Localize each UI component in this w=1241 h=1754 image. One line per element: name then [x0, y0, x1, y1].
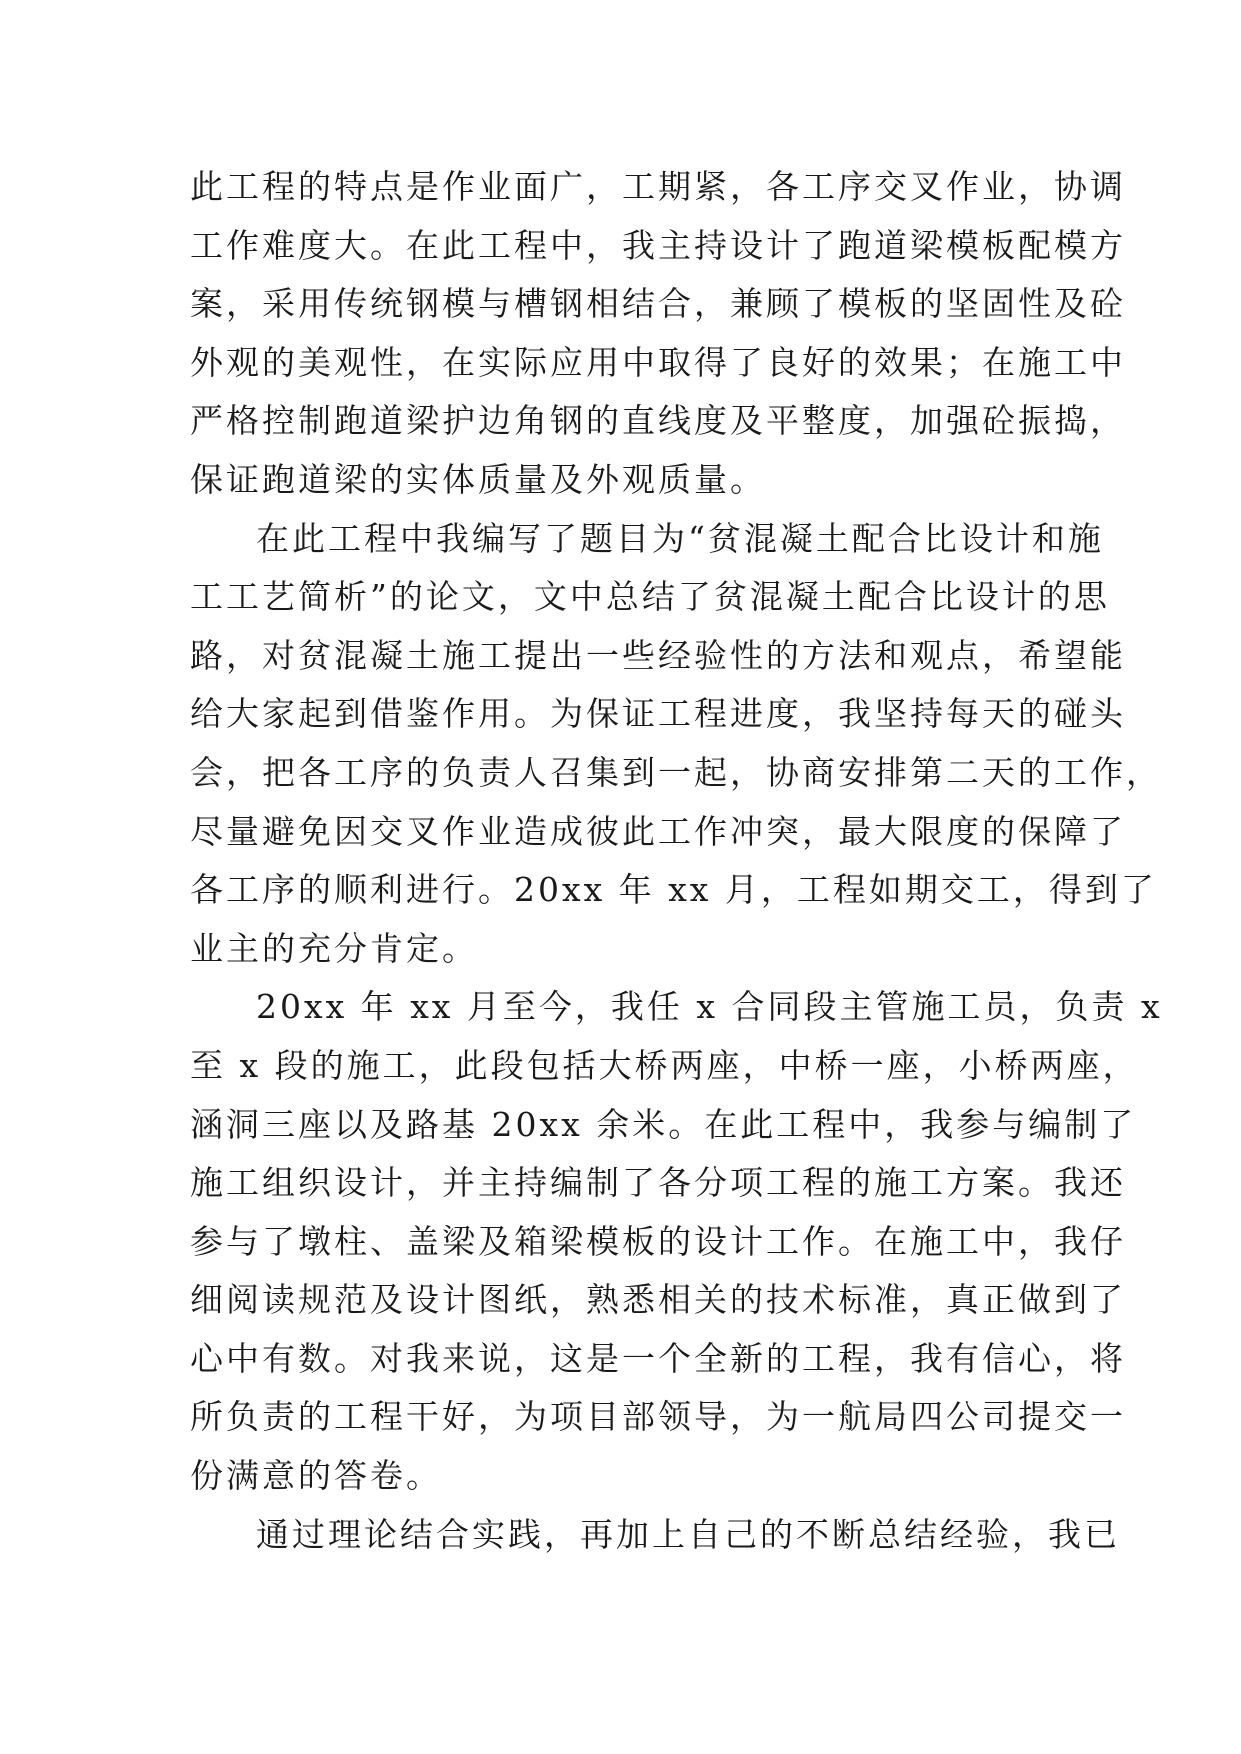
text-line: 尽量避免因交叉作业造成彼此工作冲突，最大限度的保障了	[190, 811, 1126, 851]
text-line: 外观的美观性，在实际应用中取得了良好的效果；在施工中	[190, 342, 1126, 382]
text-line: 涵洞三座以及路基 20xx 余米。在此工程中，我参与编制了	[190, 1104, 1137, 1144]
text-line: 工工艺简析”的论文，文中总结了贫混凝土配合比设计的思	[190, 577, 1110, 617]
text-line: 细阅读规范及设计图纸，熟悉相关的技术标准，真正做到了	[190, 1280, 1126, 1320]
text-line: 给大家起到借鉴作用。为保证工程进度，我坚持每天的碰头	[190, 694, 1126, 734]
text-line: 严格控制跑道梁护边角钢的直线度及平整度，加强砼振捣，	[190, 401, 1126, 441]
text-line: 各工序的顺利进行。20xx 年 xx 月，工程如期交工，得到了	[190, 870, 1157, 910]
text-line: 工作难度大。在此工程中，我主持设计了跑道梁模板配模方	[190, 225, 1126, 265]
text-line: 保证跑道梁的实体质量及外观质量。	[190, 459, 766, 499]
text-line: 施工组织设计，并主持编制了各分项工程的施工方案。我还	[190, 1163, 1126, 1203]
text-line: 案，采用传统钢模与槽钢相结合，兼顾了模板的坚固性及砼	[190, 284, 1126, 324]
body-text	[190, 158, 1163, 1564]
text-line: 份满意的答卷。	[190, 1456, 442, 1496]
text-line: 参与了墩柱、盖梁及箱梁模板的设计工作。在施工中，我仔	[190, 1221, 1126, 1261]
text-line: 会，把各工序的负责人召集到一起，协商安排第二天的工作，	[190, 752, 1162, 792]
text-line: 业主的充分肯定。	[190, 928, 478, 968]
text-line: 路，对贫混凝土施工提出一些经验性的方法和观点，希望能	[190, 635, 1126, 675]
text-line: 在此工程中我编写了题目为“贫混凝土配合比设计和施	[256, 518, 1104, 558]
text-line: 20xx 年 xx 月至今，我任 x 合同段主管施工员，负责 x	[256, 987, 1163, 1027]
text-line: 此工程的特点是作业面广，工期紧，各工序交叉作业，协调	[190, 167, 1126, 206]
text-line: 通过理论结合实践，再加上自己的不断总结经验，我已	[256, 1514, 1120, 1554]
text-line: 所负责的工程干好，为项目部领导，为一航局四公司提交一	[190, 1397, 1126, 1437]
text-line: 至 x 段的施工，此段包括大桥两座，中桥一座，小桥两座，	[190, 1045, 1139, 1085]
text-line: 心中有数。对我来说，这是一个全新的工程，我有信心，将	[190, 1338, 1126, 1378]
